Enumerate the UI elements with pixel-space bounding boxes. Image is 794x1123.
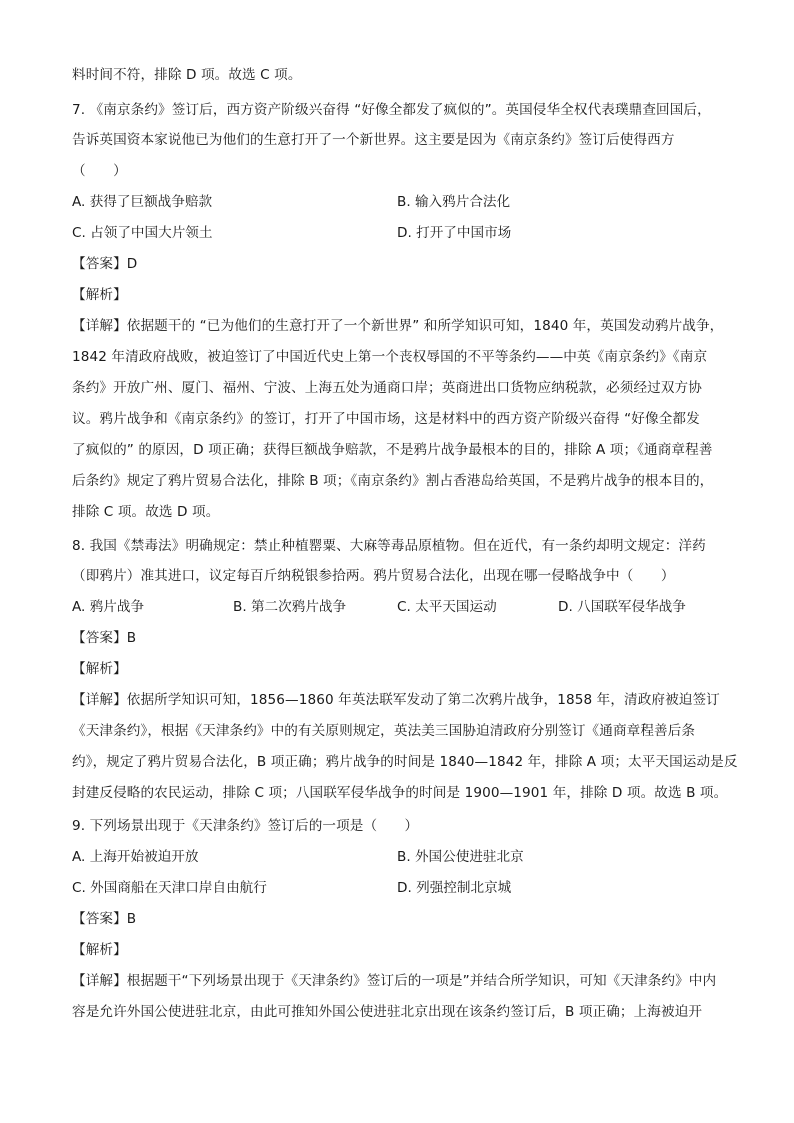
question-8-option-d: D. 八国联军侵华战争 — [558, 599, 686, 615]
question-7-detail-line: 1842 年清政府战败，被迫签订了中国近代史上第一个丧权辱国的不平等条约——中英《南京条约》《南京 — [72, 349, 708, 365]
question-8-detail-line: 【详解】依据所学知识可知，1856—1860 年英法联军发动了第二次鸦片战争，1858 年，清政府被迫签订 — [72, 692, 720, 708]
question-7-analysis-tag: 【解析】 — [72, 287, 127, 303]
question-7-option-c: C. 占领了中国大片领土 — [72, 225, 213, 241]
question-8-stem-line-2: （即鸦片）准其进口，议定每百斤纳税银参拾两。鸦片贸易合法化，出现在哪一侵略战争中（ ） — [72, 568, 675, 584]
question-8-option-a: A. 鸦片战争 — [72, 599, 145, 615]
text-line: 料时间不符，排除 D 项。故选 C 项。 — [72, 67, 302, 83]
question-7-detail-line: 条约》开放广州、厦门、福州、宁波、上海五处为通商口岸；英商进出口货物应纳税款，必须经过双方协 — [72, 380, 702, 396]
question-8-option-b: B. 第二次鸦片战争 — [233, 599, 347, 615]
question-7-stem-line-2: 告诉英国资本家说他已为他们的生意打开了一个新世界。这主要是因为《南京条约》签订后使得西方 — [72, 132, 675, 148]
question-9-answer — [72, 910, 136, 928]
answer-value: D — [126, 256, 138, 272]
answer-value: B — [126, 630, 137, 646]
question-7-option-a: A. 获得了巨额战争赔款 — [72, 194, 213, 210]
question-8-detail-line: 封建反侵略的农民运动，排除 C 项；八国联军侵华战争的时间是 1900—1901 年，排除 D 项。故选 B 项。 — [72, 785, 728, 801]
question-8-detail-line: 《天津条约》，根据《天津条约》中的有关原则规定，英法美三国胁迫清政府分别签订《通商章程善后条 — [72, 723, 696, 739]
answer-tag: 【答案】 — [72, 911, 127, 927]
question-7-option-b: B. 输入鸦片合法化 — [397, 194, 511, 210]
answer-tag: 【答案】 — [72, 256, 127, 272]
answer-value: B — [126, 911, 137, 927]
question-7-answer — [72, 255, 137, 273]
question-7-detail-line: 议。鸦片战争和《南京条约》的签订，打开了中国市场，这是材料中的西方资产阶级兴奋得 “好像全都发 — [72, 411, 700, 427]
question-7-stem-line-1: 7. 《南京条约》签订后，西方资产阶级兴奋得 “好像全都发了疯似的”。英国侵华全权代表璞鼎查回国后， — [72, 102, 711, 118]
question-9-stem: 9. 下列场景出现于《天津条约》签订后的一项是（ ） — [72, 818, 419, 834]
question-7-blank: （ ） — [72, 163, 127, 179]
question-8-option-c: C. 太平天国运动 — [397, 599, 497, 615]
question-7-detail-line: 排除 C 项。故选 D 项。 — [72, 504, 220, 520]
question-8-analysis-tag: 【解析】 — [72, 661, 127, 677]
question-8-stem-line-1: 8. 我国《禁毒法》明确规定：禁止种植罂粟、大麻等毒品原植物。但在近代，有一条约却明文规定：洋药 — [72, 538, 706, 554]
answer-tag: 【答案】 — [72, 630, 127, 646]
question-9-option-c: C. 外国商船在天津口岸自由航行 — [72, 880, 267, 896]
question-9-option-d: D. 列强控制北京城 — [397, 880, 512, 896]
question-8-answer — [72, 629, 136, 647]
question-7-detail-line: 后条约》规定了鸦片贸易合法化，排除 B 项；《南京条约》割占香港岛给英国，不是鸦片战争的根本目的， — [72, 473, 714, 489]
question-7-detail-line: 了疯似的” 的原因，D 项正确；获得巨额战争赔款，不是鸦片战争最根本的目的，排除 A 项；《通商章程善 — [72, 442, 713, 458]
question-7-option-d: D. 打开了中国市场 — [397, 225, 512, 241]
question-9-detail-line: 容是允许外国公使进驻北京，由此可推知外国公使进驻北京出现在该条约签订后，B 项正确；上海被迫开 — [72, 1004, 703, 1020]
question-8-detail-line: 约》，规定了鸦片贸易合法化，B 项正确；鸦片战争的时间是 1840—1842 年，排除 A 项；太平天国运动是反 — [72, 754, 738, 770]
question-7-detail-line: 【详解】依据题干的 “已为他们的生意打开了一个新世界” 和所学知识可知，1840 年，英国发动鸦片战争， — [72, 318, 724, 334]
question-9-detail-line: 【详解】根据题干“下列场景出现于《天津条约》签订后的一项是”并结合所学知识，可知《天津条约》中内 — [72, 973, 717, 989]
question-9-option-a: A. 上海开始被迫开放 — [72, 849, 199, 865]
question-9-analysis-tag: 【解析】 — [72, 942, 127, 958]
question-9-option-b: B. 外国公使进驻北京 — [397, 849, 524, 865]
